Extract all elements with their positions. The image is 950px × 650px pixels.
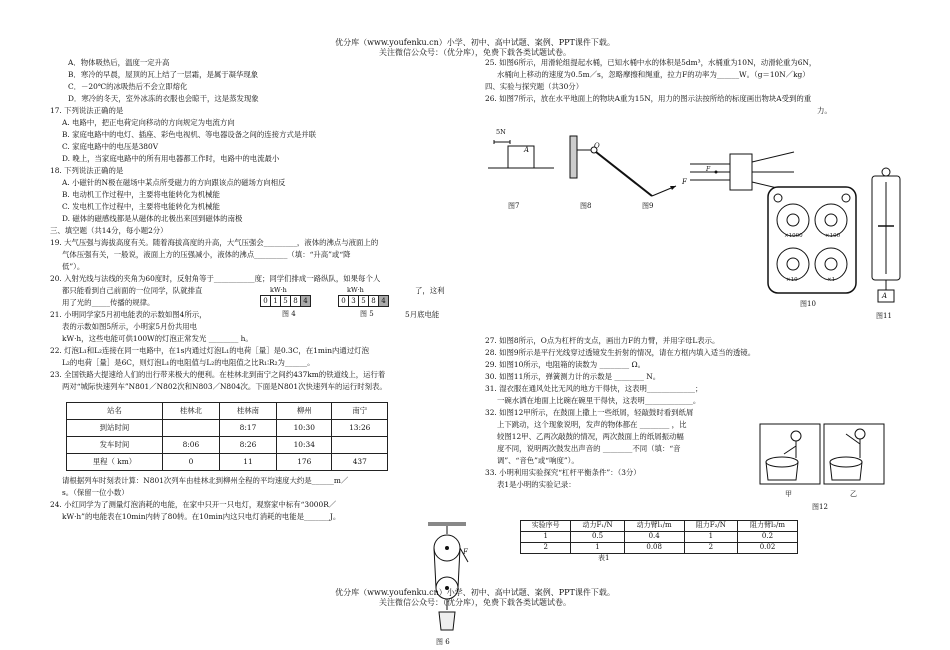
q29: 29. 如图10所示，电阻箱的读数为 ________ Ω。 [485,360,645,370]
focus-point [715,171,718,174]
q18-option-d: D. 磁体的磁感线都是从磁体的北极出来回到磁体的南极 [62,214,243,224]
fig4-caption: 图 4 [282,310,296,319]
lever-rod [596,152,652,196]
q25-line-2: 水桶向上移动的速度为0.5m／s，忽略摩擦和绳重，拉力F的功率为______W。（g＝10N／kg） [497,70,810,80]
fig7-scale-label: 5N [496,128,506,136]
table-cell: 0 [162,454,219,471]
header-line-1: 优分库（www.youfenku.cn）小学、初中、高中试题、案例、PPT课件下载。 [335,38,615,47]
table-cell: 176 [277,454,332,471]
right-column [485,58,885,118]
lever-figure-8 [570,136,680,200]
table-cell: 2 [521,543,571,554]
q21-line-1 [50,310,445,320]
table-cell: 10:34 [277,437,332,454]
q22-line-1: 22. 灯泡L₁和L₂连接在同一电路中，在1s内通过灯泡L₁的电荷［量］是0.3C，在1min内通过灯泡 [50,346,369,356]
q18-stem: 18. 下列说法正确的是 [50,166,124,176]
fig7-block-label: A [524,146,530,154]
q26-line-2: 力。 [817,106,832,116]
table-row [67,437,388,454]
q20-line-2-text: 都只能看到自己前面的一位同学，队就排直 [62,286,203,296]
fig6-caption: 图 6 [436,638,450,646]
q23-line-2: 两对“城际快速列车”N801／N802次和N803／N804次。下面是N801次快速列车的运行时刻表。 [62,382,387,392]
q16-option-c: C．－20℃的冰吸热后不会立即熔化 [68,82,188,92]
table-cell: 2 [684,543,737,554]
fig8-caption: 图8 [580,202,592,210]
q31-line-1: 31. 湿衣服在通风处比无风的地方干得快，这表明_____________； [485,384,703,394]
table-cell: 13:26 [332,420,388,437]
fig5-caption: 图 5 [360,310,374,319]
footer-line-2: 关注微信公众号：（优分库），免费下载各类试题试卷。 [379,598,571,607]
q18-option-c: C. 发电机工作过程中，主要将电能转化为机械能 [62,202,220,212]
table-cell: 11 [219,454,276,471]
fig9-focus-label: F [706,166,711,173]
person-head [855,429,865,439]
lens-box [730,154,752,190]
q21-line-2: 表的示数如图5所示，小明家5月份共用电 [62,322,198,332]
q17-option-d: D. 晚上，当家庭电路中的所有用电器都工作时，电路中的电流最小 [62,154,280,164]
q23-line-1: 23. 全国铁路大提速给人们的出行带来极大的便利。在桂林北到南宁之间约437km的铁道线上，运行着 [50,370,386,380]
lever-record-table [520,520,798,554]
q27: 27. 如图8所示，O点为杠杆的支点，画出力F的力臂，并用字母L表示。 [485,336,720,345]
timetable-header-row [67,403,388,420]
q18-option-b: B. 电动机工作过程中，主要将电能转化为机械能 [62,190,220,200]
fig8-force-label: F [682,178,687,186]
q32-line-2: 上下跳动，这个现象说明，发声的物体都在 ________ ，比 [497,420,687,430]
q33-line-1: 33. 小明利用实验探究“杠杆平衡条件”：（3分） [485,468,641,478]
q17-option-c: C. 家庭电路中的电压是380V [62,142,159,152]
section-4-title: 四、实验与探究题（共30分） [485,82,584,92]
drum-figure-12 [760,424,885,486]
spring-scale-figure-11 [868,166,904,306]
fig7-caption: 图7 [508,202,520,210]
table-row [521,543,798,554]
fig6-force-label: F [463,548,468,556]
dial-knob [825,258,837,270]
table-cell [332,437,388,454]
block-a [508,146,534,168]
fixed-pulley-axle [445,546,449,550]
table-cell [162,420,219,437]
table-cell: 0.4 [624,532,684,543]
q22-line-2: L₂的电荷［量］是6C，则灯泡L₁的电阻值与L₂的电阻值之比R₁∶R₂为______。 [62,358,315,368]
electric-meter-fig4 [260,295,310,307]
q19-line-2: 气体压强有关，一般说，液面上方的压强减小，液体的沸点_________（填：“升高”或“降 [62,250,351,260]
q19-line-3: 低”）。 [62,262,85,272]
q32-line-4: 度不同，说明两次鼓发出声音的 ________不同（填：“音 [497,444,681,454]
fig8-pivot-label: O [594,142,600,150]
fig5-unit: kW·h [347,286,364,295]
q24-line-2: kW·h”的电能表在10min内转了80转。在10min内这只电灯消耗的电能是_______J。 [62,512,341,522]
record-header-row [521,521,798,532]
section-3-title: 三、填空题（共14分，每小题2分） [50,226,168,236]
table-cell: 8:17 [219,420,276,437]
table-cell: 0.2 [737,532,797,543]
table-cell: 0.02 [737,543,797,554]
fig12-yi-label: 乙 [850,490,857,498]
q20-line-1: 20. 入射光线与法线的夹角为60度时，反射角等于___________度；同学们排成一路纵队，如果每个人 [50,274,381,284]
table-cell: 8:26 [219,437,276,454]
table-cell: 1 [521,532,571,543]
header-line-2: 关注微信公众号：（优分库），免费下载各类试题试卷。 [379,48,571,57]
q20-line-3-text: 用了光的_____传播的规律。 [62,298,155,308]
footer-line-1: 优分库（www.youfenku.cn）小学、初中、高中试题、案例、PPT课件下载。 [335,588,615,597]
panel-yi [824,424,884,484]
q23-line-4: s。（保留一位小数） [62,488,129,498]
panel-jia [760,424,820,484]
table1-caption: 表1 [598,554,610,562]
resistance-box-figure-10 [767,186,859,296]
meter5-digit: 8 [368,295,379,307]
left-column [50,58,445,524]
page-header [0,38,950,58]
meter5-digit-decimal: 4 [378,295,389,307]
table-cell: 到站时间 [67,420,163,437]
q31-line-2: 一碗水洒在地面上比碗在碗里干得快，这表明_____________。 [497,396,701,406]
q17-option-a: A. 电路中，把正电荷定向移动的方向规定为电流方向 [62,118,235,128]
table-row [67,454,388,471]
meter5-digit: 5 [358,295,369,307]
table-cell: 0.08 [624,543,684,554]
q16-option-b: B．寒冷的早晨，屋顶的瓦上结了一层霜，是属于凝华现象 [68,70,259,80]
q33-line-2: 表1是小明的实验记录： [497,480,576,490]
table-cell: 10:30 [277,420,332,437]
table-row [521,532,798,543]
record-header: 动力F₁/N [571,521,624,532]
right-column-lower [485,336,760,492]
q28: 28. 如图9所示是平行光线穿过透镜发生折射的情况，请在方框内填入适当的透镜。 [485,348,756,358]
box-frame [768,187,856,293]
wall [570,136,577,178]
timetable-header: 桂林北 [162,403,219,420]
page-footer [0,588,950,608]
table-cell: 1 [684,532,737,543]
q26-line-1: 26. 如图7所示，放在水平地面上的物块A重为15N，用力的图示法按所给的标度画出物块A受到的重 [485,94,812,104]
timetable-header: 柳州 [277,403,332,420]
q21-line-1-end: 5月底电能 [405,310,440,320]
terminal [842,194,850,202]
drum-top [766,457,798,467]
meter4-digit: 1 [270,295,281,307]
q32-line-5: 调”、“音色”或“响度”）。 [497,456,579,466]
fig12-caption: 图12 [812,503,828,511]
q20-line-3 [50,298,445,308]
table-cell: 8:06 [162,437,219,454]
q24-line-1: 24. 小红同学为了测量灯泡消耗的电能，在家中只开一只电灯，观察家中标有“3000R／ [50,500,337,510]
q17-stem: 17. 下列说法正确的是 [50,106,124,116]
record-header: 动力臂l₁/m [624,521,684,532]
timetable-header: 南宁 [332,403,388,420]
water-bucket [439,612,455,630]
meter4-digit-decimal: 4 [300,295,311,307]
terminal [774,194,782,202]
dial-knob [825,214,837,226]
q30: 30. 如图11所示，弹簧测力计的示数是 ________ N。 [485,372,661,382]
q20-line-2-end: 了，这利 [415,286,445,296]
fig12-jia-label: 甲 [785,490,792,498]
meter4-digit: 0 [260,295,271,307]
q21-line-3: kW·h，这些电能可供100W的灯泡正常发光 ________ h。 [62,334,253,344]
fig9-caption: 图9 [642,202,654,210]
record-header: 阻力臂l₂/m [737,521,797,532]
q32-line-1: 32. 如图12甲所示，在鼓面上撒上一些纸屑，轻敲鼓时看到纸屑 [485,408,694,418]
dial-knob [787,214,799,226]
meter4-digit: 5 [280,295,291,307]
person-head [791,431,801,441]
ceiling-beam [428,522,466,526]
dial-knob [787,258,799,270]
q18-option-a: A. 小磁针的N极在磁场中某点所受磁力的方向跟该点的磁场方向相反 [62,178,286,188]
meter5-digit: 3 [348,295,359,307]
q23-line-3: 请根据列车时刻表计算：N801次列车由桂林北到柳州全程的平均速度大约是______m／ [62,476,349,486]
q21-line-1-text: 21. 小明同学家5月初电能表的示数如图4所示， [50,310,207,320]
fig4-unit: kW·h [270,286,287,295]
timetable-header: 站名 [67,403,163,420]
q19-line-1: 19. 大气压强与海拔高度有关。随着海拔高度的升高，大气压强会_________，液体的沸点与液面上的 [50,238,379,248]
table-cell: 里程（ km） [67,454,163,471]
fig11-weight-label: A [882,292,888,300]
table-cell: 1 [571,543,624,554]
fig11-caption: 图11 [876,312,892,320]
table-cell: 437 [332,454,388,471]
table-cell: 0.5 [571,532,624,543]
dial-multiplier: ×1000 [784,233,803,239]
table-cell: 发车时间 [67,437,163,454]
table-row [67,420,388,437]
light-ray [752,152,794,162]
q32-line-3: 较图12甲、乙两次敲鼓的情况，两次鼓面上的纸屑振动幅 [497,432,684,442]
q17-option-b: B. 家庭电路中的电灯、插座、彩色电视机、等电器设备之间的连接方式是并联 [62,130,317,140]
timetable-header: 桂林南 [219,403,276,420]
meter5-digit: 0 [338,295,349,307]
drum-top [830,457,862,467]
electric-meter-fig5 [338,295,388,307]
scale-ring [882,168,890,176]
record-header: 实验序号 [521,521,571,532]
q16-option-d: D．寒冷的冬天，室外冰冻的衣服也会晾干，这是蒸发现象 [68,94,259,104]
q25-line-1: 25. 如图6所示，用滑轮组提起水桶，已知水桶中水的体积是5dm³，水桶重为10N，动滑轮重为6N， [485,58,817,67]
fig10-caption: 图10 [800,300,816,308]
meter4-digit: 8 [290,295,301,307]
train-timetable [66,402,388,471]
pulley-figure-6 [425,522,475,646]
q16-option-a: A．物体吸热后，温度一定升高 [68,58,170,67]
dial-multiplier: ×1 [827,277,836,283]
dial-multiplier: ×10 [786,277,798,283]
record-header: 阻力F₂/N [684,521,737,532]
dial-multiplier: ×100 [825,233,841,239]
